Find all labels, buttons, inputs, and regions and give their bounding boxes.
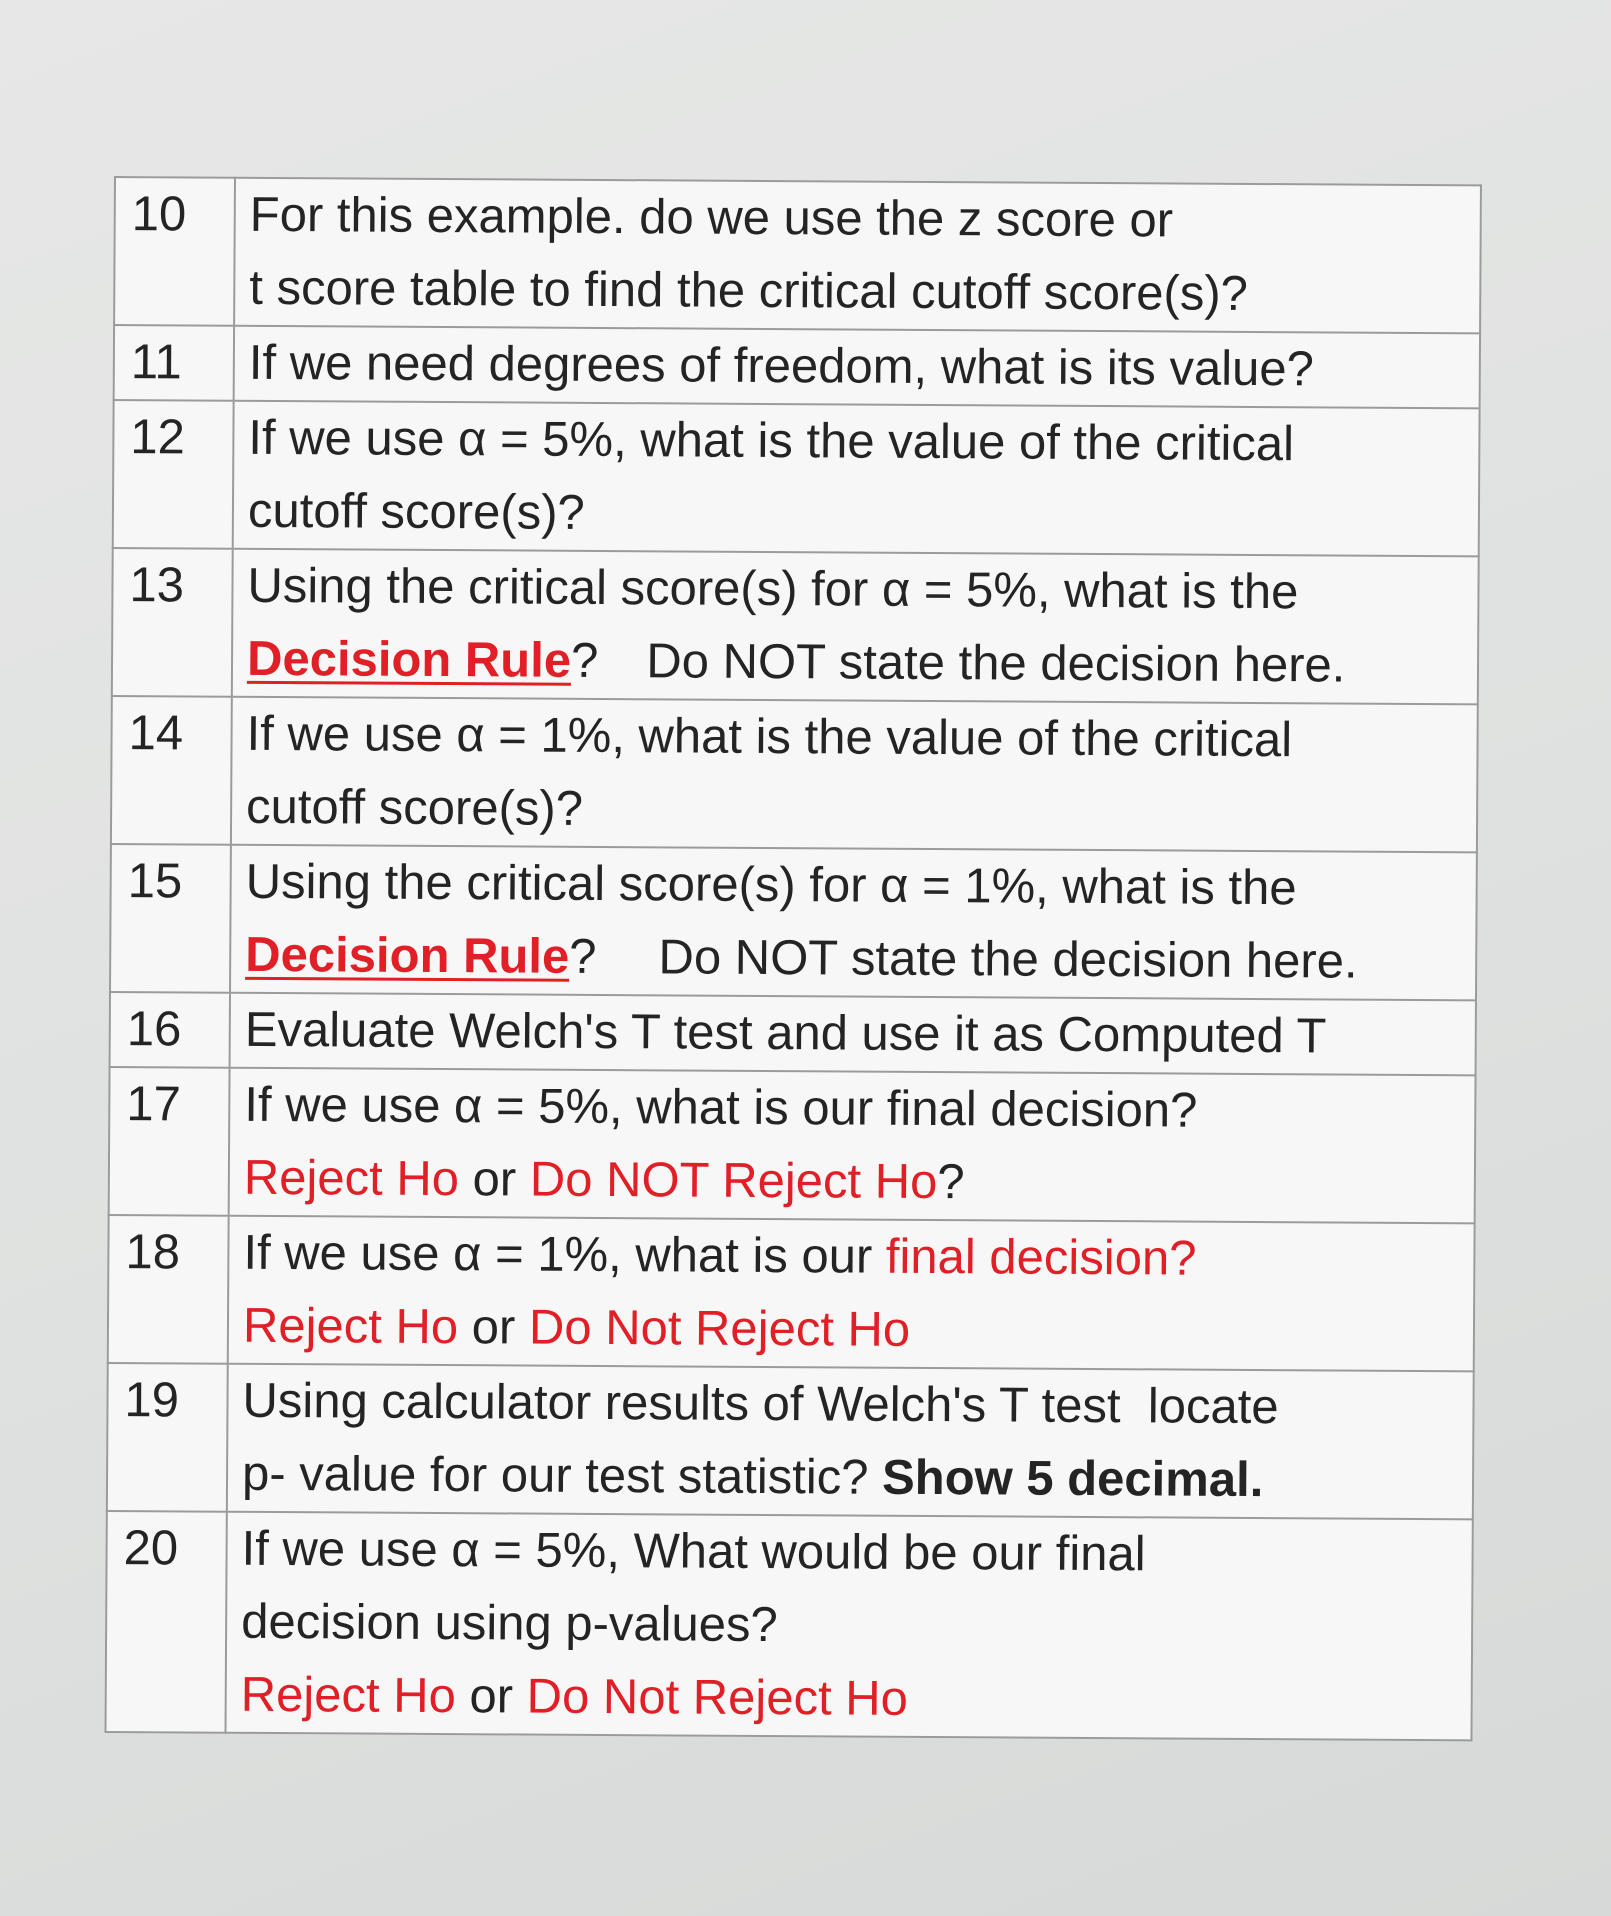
question-line: If we use α = 5%, what is our final decision? xyxy=(244,1077,1198,1138)
option-reject: Reject Ho xyxy=(240,1667,457,1724)
question-number: 20 xyxy=(105,1511,226,1733)
question-line: t score table to find the critical cutoff score(s)? xyxy=(249,260,1249,321)
question-line xyxy=(247,623,1467,703)
table-row xyxy=(114,325,1480,408)
question-line xyxy=(243,1290,1463,1370)
question-mark: ? xyxy=(570,633,599,688)
table-row xyxy=(112,548,1479,704)
table-row xyxy=(111,696,1478,852)
question-mark: ? xyxy=(937,1155,965,1210)
table-row xyxy=(108,1215,1475,1371)
option-do-not-reject: Do NOT Reject Ho xyxy=(529,1152,938,1210)
question-line: decision using p-values? xyxy=(241,1594,778,1653)
question-line: For this example. do we use the z score or xyxy=(249,187,1174,248)
question-text xyxy=(231,697,1478,853)
question-number: 12 xyxy=(113,400,234,549)
question-line: If we use α = 5%, what is the value of the critical xyxy=(248,410,1295,472)
question-line: Using the critical score(s) for α = 5%, what is the xyxy=(247,558,1299,620)
question-text xyxy=(225,1512,1472,1741)
final-decision-label: final decision? xyxy=(885,1229,1197,1286)
option-do-not-reject: Do Not Reject Ho xyxy=(526,1669,909,1726)
table-row xyxy=(105,1511,1472,1740)
question-line: Evaluate Welch's T test and use it as Computed T xyxy=(244,1002,1327,1064)
decision-rule-label: Decision Rule xyxy=(245,927,570,984)
question-text xyxy=(228,1216,1475,1372)
question-line: If we use α = 5%, What would be our final xyxy=(241,1521,1146,1582)
question-line-start: p- value for our test statistic? xyxy=(241,1446,883,1505)
question-number: 18 xyxy=(108,1215,229,1364)
question-number: 10 xyxy=(114,177,235,326)
question-text xyxy=(230,993,1476,1076)
question-text xyxy=(229,1068,1476,1224)
table-row xyxy=(113,400,1480,556)
question-number: 16 xyxy=(110,992,230,1068)
question-mark: ? xyxy=(569,929,597,984)
question-line: Using the critical score(s) for α = 1%, what is the xyxy=(245,854,1297,916)
question-line: Using calculator results of Welch's T test locate xyxy=(242,1373,1279,1435)
option-separator: or xyxy=(455,1669,527,1724)
question-line: If we need degrees of freedom, what is its value? xyxy=(248,335,1314,397)
question-text xyxy=(233,401,1480,557)
question-text xyxy=(227,1364,1474,1520)
question-text xyxy=(234,326,1480,409)
decision-rule-label: Decision Rule xyxy=(246,631,572,688)
option-do-not-reject: Do Not Reject Ho xyxy=(528,1300,911,1357)
table-row xyxy=(114,177,1481,333)
table-row xyxy=(107,1363,1474,1519)
table-row xyxy=(110,992,1476,1075)
questions-table xyxy=(104,176,1481,1741)
question-line xyxy=(245,919,1465,999)
question-line: cutoff score(s)? xyxy=(247,483,585,540)
option-separator: or xyxy=(457,1300,530,1355)
question-line xyxy=(240,1659,1460,1739)
question-number: 19 xyxy=(107,1363,228,1512)
question-line xyxy=(242,1438,1462,1518)
table-row xyxy=(110,844,1477,1000)
question-line xyxy=(243,1217,1463,1297)
option-reject: Reject Ho xyxy=(242,1298,459,1355)
question-text xyxy=(234,178,1481,334)
question-text xyxy=(232,549,1479,705)
question-text xyxy=(230,845,1477,1001)
question-line: cutoff score(s)? xyxy=(245,779,584,836)
option-separator: or xyxy=(458,1152,530,1207)
question-number: 13 xyxy=(112,548,233,697)
instruction-note: Do NOT state the decision here. xyxy=(658,930,1358,989)
question-number: 17 xyxy=(109,1067,230,1216)
question-number: 11 xyxy=(114,325,234,401)
question-number: 14 xyxy=(111,696,232,845)
decimal-instruction: Show 5 decimal. xyxy=(881,1450,1264,1508)
question-number: 15 xyxy=(110,844,231,993)
question-line xyxy=(244,1142,1464,1222)
instruction-note: Do NOT state the decision here. xyxy=(646,634,1346,693)
option-reject: Reject Ho xyxy=(243,1150,460,1207)
table-row xyxy=(109,1067,1476,1223)
question-line-start: If we use α = 1%, what is our xyxy=(243,1225,887,1284)
question-line: If we use α = 1%, what is the value of the critical xyxy=(246,706,1293,768)
